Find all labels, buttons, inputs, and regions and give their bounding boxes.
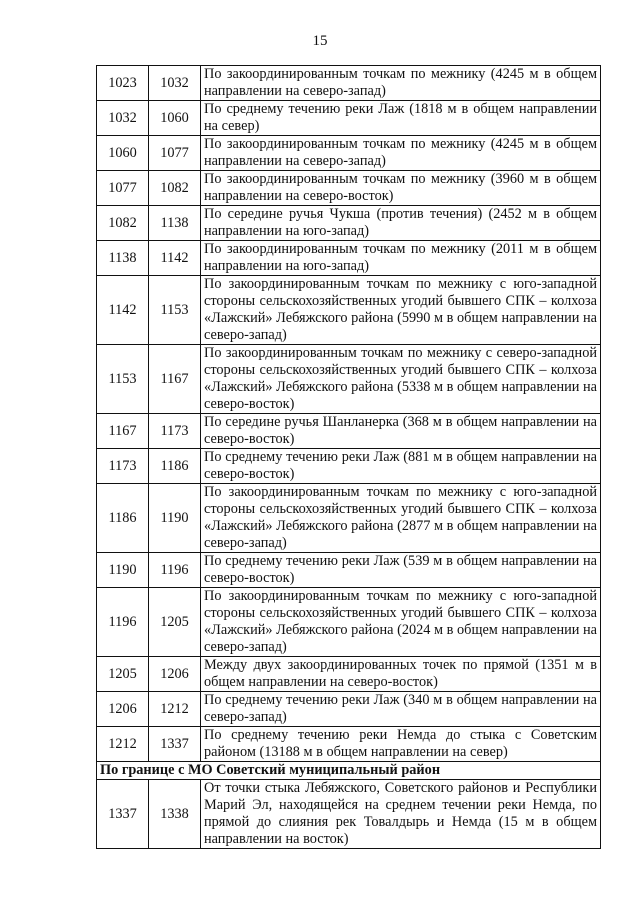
boundary-table xyxy=(96,65,601,849)
table-row xyxy=(97,484,601,553)
point-to-cell: 1196 xyxy=(149,553,201,588)
description-cell: По среднему течению реки Лаж (881 м в общем направлении на северо-восток) xyxy=(201,449,601,484)
table-row xyxy=(97,206,601,241)
point-to-cell: 1212 xyxy=(149,692,201,727)
table-row xyxy=(97,780,601,849)
table-row xyxy=(97,414,601,449)
description-cell: По закоординированным точкам по межнику (2011 м в общем направлении на юго-запад) xyxy=(201,241,601,276)
point-from-cell: 1032 xyxy=(97,101,149,136)
point-to-cell: 1082 xyxy=(149,171,201,206)
point-to-cell: 1337 xyxy=(149,727,201,762)
point-to-cell: 1077 xyxy=(149,136,201,171)
point-from-cell: 1337 xyxy=(97,780,149,849)
point-to-cell: 1060 xyxy=(149,101,201,136)
table-row xyxy=(97,727,601,762)
section-heading: По границе с МО Советский муниципальный район xyxy=(97,762,601,780)
point-to-cell: 1206 xyxy=(149,657,201,692)
table-row xyxy=(97,553,601,588)
point-from-cell: 1205 xyxy=(97,657,149,692)
description-cell: По середине ручья Шанланерка (368 м в общем направлении на северо-восток) xyxy=(201,414,601,449)
point-from-cell: 1186 xyxy=(97,484,149,553)
point-from-cell: 1138 xyxy=(97,241,149,276)
point-to-cell: 1032 xyxy=(149,66,201,101)
point-from-cell: 1206 xyxy=(97,692,149,727)
point-from-cell: 1196 xyxy=(97,588,149,657)
table-row xyxy=(97,276,601,345)
point-to-cell: 1173 xyxy=(149,414,201,449)
description-cell: По среднему течению реки Немда до стыка с Советским районом (13188 м в общем направлении на север) xyxy=(201,727,601,762)
description-cell: По закоординированным точкам по межнику (4245 м в общем направлении на северо-запад) xyxy=(201,66,601,101)
table-row xyxy=(97,345,601,414)
table-row xyxy=(97,66,601,101)
point-from-cell: 1142 xyxy=(97,276,149,345)
page-number: 15 xyxy=(312,33,328,49)
point-to-cell: 1338 xyxy=(149,780,201,849)
point-from-cell: 1167 xyxy=(97,414,149,449)
description-cell: По середине ручья Чукша (против течения) (2452 м в общем направлении на юго-запад) xyxy=(201,206,601,241)
description-cell: По закоординированным точкам по межнику с северо-западной стороны сельскохозяйственных угодий бывшего СПК – колхоза «Лажский» Лебяжского района (5338 м в общем направлении на северо-восток) xyxy=(201,345,601,414)
point-from-cell: 1212 xyxy=(97,727,149,762)
point-from-cell: 1023 xyxy=(97,66,149,101)
description-cell: По закоординированным точкам по межнику (4245 м в общем направлении на северо-запад) xyxy=(201,136,601,171)
description-cell: По среднему течению реки Лаж (1818 м в общем направлении на север) xyxy=(201,101,601,136)
table-row xyxy=(97,449,601,484)
point-from-cell: 1082 xyxy=(97,206,149,241)
table-row xyxy=(97,171,601,206)
description-cell: По среднему течению реки Лаж (539 м в общем направлении на северо-восток) xyxy=(201,553,601,588)
point-to-cell: 1138 xyxy=(149,206,201,241)
point-to-cell: 1153 xyxy=(149,276,201,345)
description-cell: По закоординированным точкам по межнику с юго-западной стороны сельскохозяйственных угодий бывшего СПК – колхоза «Лажский» Лебяжского района (5990 м в общем направлении на северо-запад) xyxy=(201,276,601,345)
point-from-cell: 1190 xyxy=(97,553,149,588)
description-cell: Между двух закоординированных точек по прямой (1351 м в общем направлении на северо-восток) xyxy=(201,657,601,692)
table-row xyxy=(97,136,601,171)
table-row xyxy=(97,692,601,727)
table-row xyxy=(97,101,601,136)
table-row xyxy=(97,588,601,657)
point-from-cell: 1060 xyxy=(97,136,149,171)
point-to-cell: 1190 xyxy=(149,484,201,553)
point-from-cell: 1077 xyxy=(97,171,149,206)
point-from-cell: 1153 xyxy=(97,345,149,414)
point-from-cell: 1173 xyxy=(97,449,149,484)
table-row xyxy=(97,657,601,692)
description-cell: По среднему течению реки Лаж (340 м в общем направлении на северо-запад) xyxy=(201,692,601,727)
description-cell: От точки стыка Лебяжского, Советского районов и Республики Марий Эл, находящейся на среднем течении реки Немда, по прямой до слияния рек Товалдырь и Немда (15 м в общем направлении на восток) xyxy=(201,780,601,849)
point-to-cell: 1186 xyxy=(149,449,201,484)
point-to-cell: 1142 xyxy=(149,241,201,276)
description-cell: По закоординированным точкам по межнику с юго-западной стороны сельскохозяйственных угодий бывшего СПК – колхоза «Лажский» Лебяжского района (2024 м в общем направлении на северо-запад) xyxy=(201,588,601,657)
point-to-cell: 1205 xyxy=(149,588,201,657)
description-cell: По закоординированным точкам по межнику (3960 м в общем направлении на северо-восток) xyxy=(201,171,601,206)
table-row xyxy=(97,241,601,276)
table-body xyxy=(97,66,601,849)
description-cell: По закоординированным точкам по межнику с юго-западной стороны сельскохозяйственных угодий бывшего СПК – колхоза «Лажский» Лебяжского района (2877 м в общем направлении на северо-запад) xyxy=(201,484,601,553)
point-to-cell: 1167 xyxy=(149,345,201,414)
section-heading-row xyxy=(97,762,601,780)
